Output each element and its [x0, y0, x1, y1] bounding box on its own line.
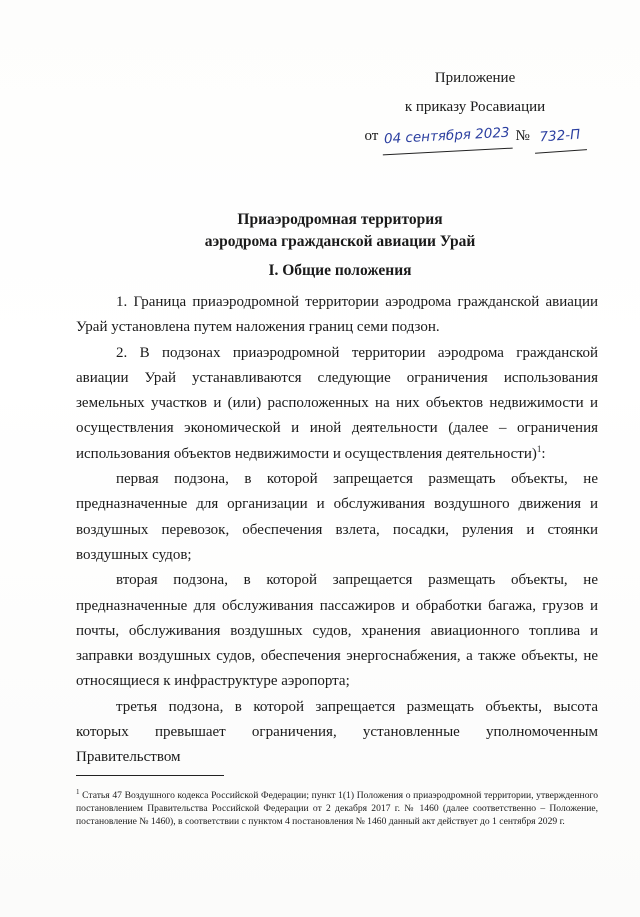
footnote — [76, 789, 598, 828]
from-label: от — [364, 128, 379, 144]
footnote-text: Статья 47 Воздушного кодекса Российской Федерации; пункт 1(1) Положения о приаэродромной территории, утвержденного постановлением Правительства Российской Федерации от 2 декабря 2017 г. № 1460 (далее соответственно – Положение, постановление № 1460), в соответствии с пунктом 4 постановления № 1460 данный акт действует до 1 сентября 2029 г. — [76, 790, 598, 827]
paragraph-subzone-1: первая подзона, в которой запрещается размещать объекты, не предназначенные для организации и обслуживания воздушного движения и воздушных перевозок, обеспечения взлета, посадки, руления и стоянки воздушных судов; — [76, 471, 598, 563]
footnote-marker: 1 — [76, 787, 80, 796]
handwritten-order-number: 732-П — [533, 120, 587, 154]
number-label: № — [515, 128, 530, 144]
title-line-2: аэродрома гражданской авиации Урай — [204, 233, 476, 250]
appendix-line-2: к приказу Росавиации — [404, 99, 546, 115]
paragraph-subzone-2: вторая подзона, в которой запрещается размещать объекты, не предназначенные для обслуживания пассажиров и обработки багажа, грузов и почты, обслуживания воздушных судов, хранения авиационного топлива и заправки воздушных судов, обеспечения энергоснабжения, а также объекты, не относящиеся к инфраструктуре аэропорта; — [76, 572, 598, 690]
appendix-line-1: Приложение — [434, 70, 516, 86]
paragraph-subzone-3: третья подзона, в которой запрещается размещать объекты, высота которых превышает ограничения, установленные уполномоченным Правительством — [76, 698, 598, 766]
paragraph-2-text: 2. В подзонах приаэродромной территории аэродрома гражданской авиации Урай устанавливаются следующие ограничения использования земельных участков и (или) расположенных на них объектов недвижимости и осуществления экономической и иной деятельности (далее – ограничения использования объектов недвижимости и осуществления деятельности) — [76, 344, 598, 462]
paragraph-1: 1. Граница приаэродромной территории аэродрома гражданской авиации Урай установлена путем наложения границ семи подзон. — [76, 294, 598, 336]
document-title — [60, 209, 620, 253]
appendix-block — [360, 64, 590, 152]
footnote-reference: 1 — [536, 443, 542, 454]
footnote-divider — [76, 775, 224, 776]
handwritten-date: 04 сентября 2023 — [381, 119, 512, 156]
section-heading: I. Общие положения — [268, 262, 412, 279]
paragraph-2-end: : — [541, 445, 546, 462]
paragraph-2 — [76, 341, 598, 467]
title-line-1: Приаэродромная территория — [237, 211, 443, 228]
document-body — [76, 290, 598, 771]
order-reference-line — [360, 122, 590, 152]
